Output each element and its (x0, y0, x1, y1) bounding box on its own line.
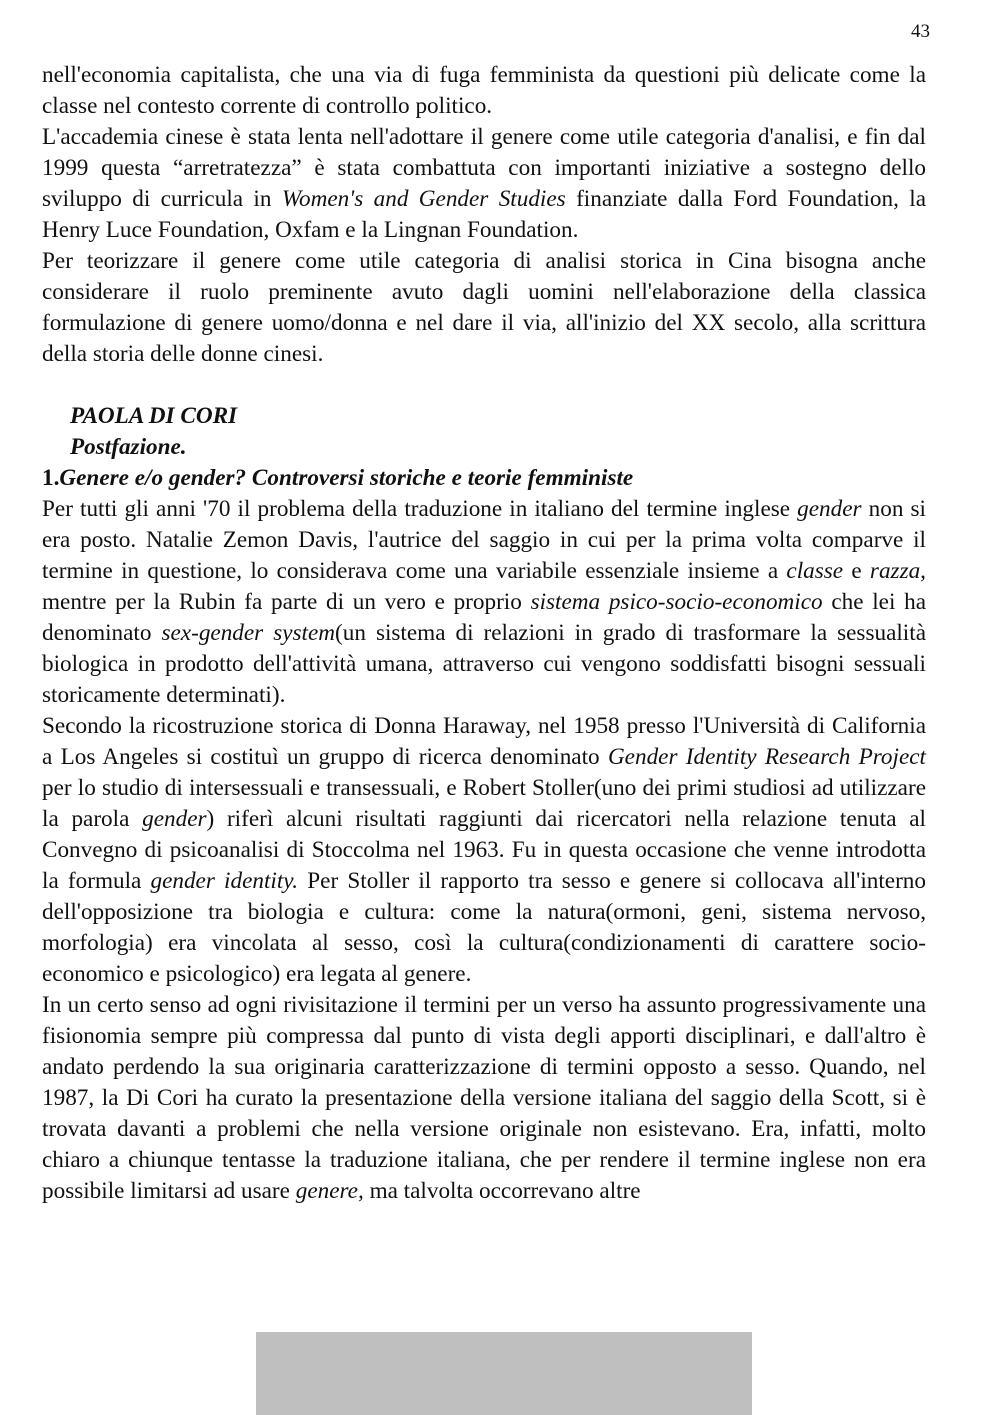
italic-term: gender identity. (150, 868, 299, 894)
text-run: per lo studio di intersessuali e transessuali, e Robert Stoller(uno dei primi studiosi ad utilizzare la parola (42, 775, 926, 832)
footer-grey-box (256, 1332, 752, 1415)
page-body (42, 60, 926, 1207)
text-run: che lei ha denominato (42, 589, 926, 646)
italic-term: genere, (295, 1178, 364, 1204)
heading-text: Genere e/o gender? Controversi storiche e teorie femministe (59, 465, 634, 491)
paragraph-2 (42, 122, 926, 246)
italic-term: Gender Identity Research Project (607, 744, 926, 770)
text-run: Secondo la ricostruzione storica di Donna Haraway, nel 1958 presso l'Università di California a Los Angeles si costituì un gruppo di ricerca denominato (42, 713, 926, 770)
italic-term: Women's and Gender Studies (281, 186, 566, 212)
text-run: In un certo senso ad ogni rivisitazione il termini per un verso ha assunto progressivamente una fisionomia sempre più compressa dal punto di vista degli apporti disciplinari, e dall'altro è andato perdendo la sua originaria caratterizzazione di termini opposto a sesso. Quando, nel 1987, la Di Cori ha curato la presentazione della versione italiana del saggio della Scott, si è trovata davanti a problemi che nella versione originale non esistevano. Era, infatti, molto chiaro a chiunque tentasse la traduzione italiana, che per rendere il termine inglese non era possibile limitarsi ad usare (42, 992, 926, 1204)
text-run: (un sistema di relazioni in grado di trasformare la sessualità biologica in prodotto dell'attività umana, attraverso cui vengono soddisfatti bisogni sessuali storicamente determinati). (42, 620, 926, 708)
text-run: Per tutti gli anni '70 il problema della traduzione in italiano del termine inglese (42, 496, 798, 522)
text-run: ) riferì alcuni risultati raggiunti dai ricercatori nella relazione tenuta al Convegno di psicoanalisi di Stoccolma nel 1963. Fu in questa occasione che venne introdotta la formula (42, 806, 926, 894)
italic-term: classe (786, 558, 844, 584)
italic-term: razza, (869, 558, 926, 584)
italic-term: sistema psico-socio-economico (530, 589, 823, 615)
text-run: ma talvolta occorrevano altre (363, 1178, 641, 1204)
text-run: Per Stoller il rapporto tra sesso e genere si collocava all'interno dell'opposizione tra biologia e cultura: come la natura(ormoni, geni, sistema nervoso, morfologia) era vincolata al sesso, così la cultura(condizionamenti di carattere socio-economico e psicologico) era legata al genere. (42, 868, 926, 987)
text-run: non si era posto. Natalie Zemon Davis, l'autrice del saggio in cui per la prima volta comparve il termine in questione, lo considerava come una variabile essenziale insieme a (42, 496, 927, 584)
section-title: Postfazione. (70, 434, 187, 460)
italic-term: sex-gender system (161, 620, 336, 646)
author-name: PAOLA DI CORI (70, 403, 238, 429)
blank-line (42, 370, 926, 401)
paragraph-3: Per teorizzare il genere come utile categoria di analisi storica in Cina bisogna anche considerare il ruolo preminente avuto dagli uomini nell'elaborazione della classica formulazione di genere uomo/donna e nel dare il via, all'inizio del XX secolo, alla scrittura della storia delle donne cinesi. (42, 248, 926, 367)
text-run: finanziate dalla Ford Foundation, la Henry Luce Foundation, Oxfam e la Lingnan Foundation. (42, 186, 927, 243)
text-run: e (843, 558, 870, 584)
section-heading (42, 463, 926, 494)
text-run: mentre per la Rubin fa parte di un vero e proprio (42, 589, 531, 615)
heading-number: 1. (42, 465, 60, 491)
paragraph-4 (42, 494, 926, 711)
italic-term: gender (797, 496, 862, 522)
paragraph-6 (42, 990, 926, 1207)
text-run: L'accademia cinese è stata lenta nell'adottare il genere come utile categoria d'analisi, e fin dal 1999 questa “arretratezza” è stata combattuta con importanti iniziative a sostegno dello sviluppo di curricula in (42, 124, 926, 212)
italic-term: gender (142, 806, 207, 832)
page-number: 43 (911, 21, 930, 42)
paragraph-1: nell'economia capitalista, che una via di fuga femminista da questioni più delicate come la classe nel contesto corrente di controllo politico. (42, 62, 926, 119)
paragraph-5 (42, 711, 926, 990)
